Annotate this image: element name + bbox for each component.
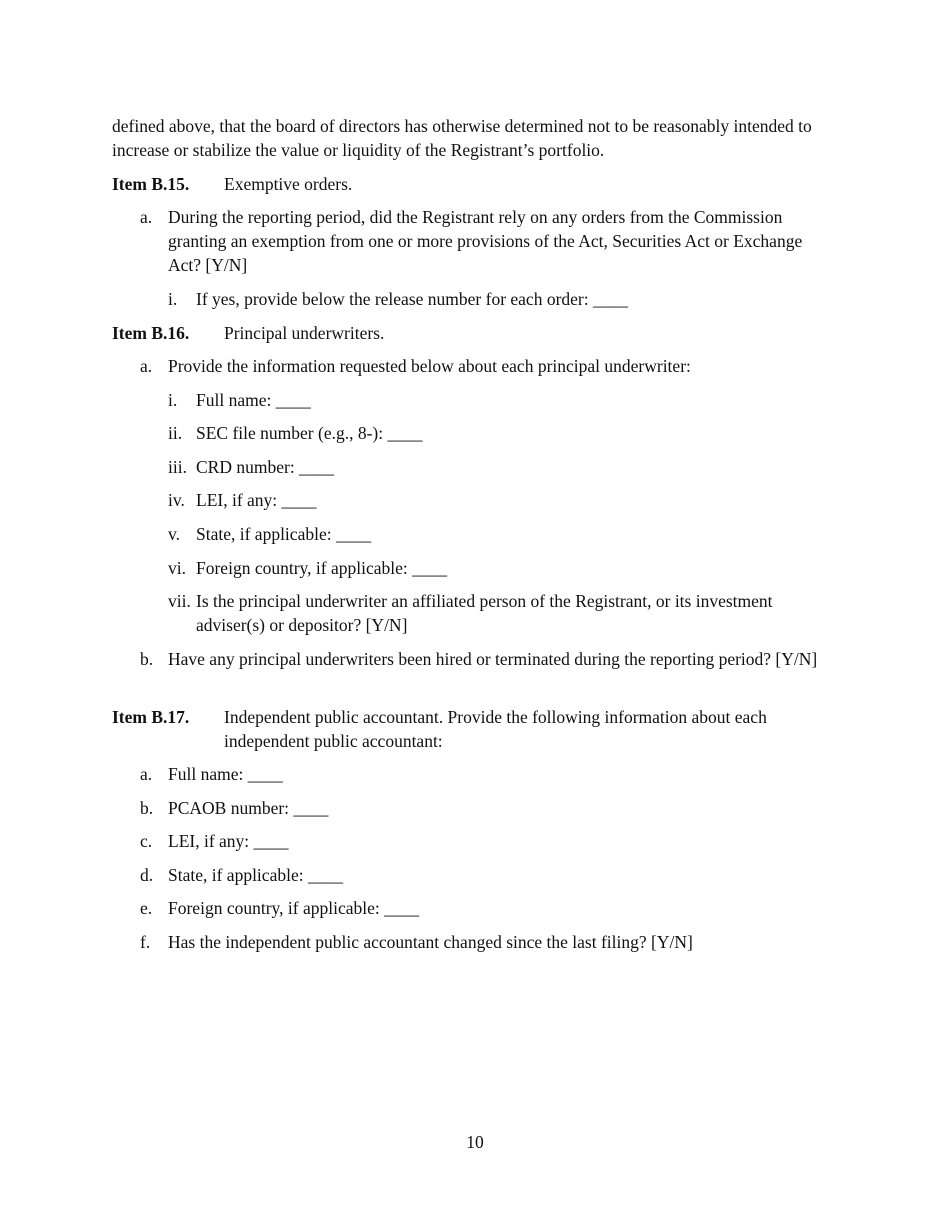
- item-b15-number: Item B.15.: [112, 174, 190, 194]
- item-b17-f: [112, 930, 852, 954]
- item-b16-a-i: [112, 388, 852, 412]
- list-marker: i.: [168, 390, 178, 410]
- list-item-text: During the reporting period, did the Registrant rely on any orders from the Commission granting an exemption from one or more provisions of the Act, Securities Act or Exchange Act? [Y/N]: [168, 207, 803, 275]
- list-item-text: Full name: ____: [196, 390, 311, 410]
- item-b16-a-iv: [112, 488, 852, 512]
- list-item-text: PCAOB number: ____: [168, 798, 329, 818]
- list-item-text: Is the principal underwriter an affiliated person of the Registrant, or its investment adviser(s) or depositor? [Y/N]: [196, 591, 773, 635]
- list-marker: vii.: [168, 591, 191, 611]
- list-marker: i.: [168, 289, 178, 309]
- page-number: 10: [466, 1132, 484, 1152]
- item-b16-a-v: [112, 522, 852, 546]
- list-marker: d.: [140, 865, 154, 885]
- list-marker: vi.: [168, 558, 186, 578]
- item-b15-title: Exemptive orders.: [224, 174, 353, 194]
- list-item-text: Has the independent public accountant changed since the last filing? [Y/N]: [168, 932, 693, 952]
- list-item-text: State, if applicable: ____: [168, 865, 343, 885]
- item-b16-a-vii: [112, 589, 852, 637]
- item-b17-b: [112, 796, 852, 820]
- list-marker: v.: [168, 524, 180, 544]
- list-item-text: LEI, if any: ____: [168, 831, 289, 851]
- item-b17-d: [112, 863, 852, 887]
- item-b17-c: [112, 829, 852, 853]
- list-item-text: SEC file number (e.g., 8-): ____: [196, 423, 423, 443]
- item-b17-a: [112, 762, 852, 786]
- item-b17-heading: [112, 705, 852, 753]
- list-marker: iii.: [168, 457, 187, 477]
- item-b16-a-ii: [112, 421, 852, 445]
- item-b16-a-iii: [112, 455, 852, 479]
- item-b17-e: [112, 896, 852, 920]
- list-marker: c.: [140, 831, 153, 851]
- item-b16-a-vi: [112, 556, 852, 580]
- list-marker: iv.: [168, 490, 185, 510]
- intro-paragraph: defined above, that the board of directors has otherwise determined not to be reasonably intended to increase or stabilize the value or liquidity of the Registrant’s portfolio.: [112, 116, 812, 160]
- list-item-text: Provide the information requested below about each principal underwriter:: [168, 356, 691, 376]
- list-item-text: State, if applicable: ____: [196, 524, 371, 544]
- item-b16-a: [112, 354, 852, 378]
- list-marker: f.: [140, 932, 151, 952]
- list-item-text: Have any principal underwriters been hired or terminated during the reporting period? [Y/N]: [168, 649, 818, 669]
- list-marker: ii.: [168, 423, 183, 443]
- list-item-text: If yes, provide below the release number for each order: ____: [196, 289, 628, 309]
- list-marker: e.: [140, 898, 153, 918]
- list-item-text: CRD number: ____: [196, 457, 335, 477]
- list-item-text: LEI, if any: ____: [196, 490, 317, 510]
- item-b15-heading: [112, 172, 852, 196]
- list-item-text: Full name: ____: [168, 764, 283, 784]
- list-marker: a.: [140, 207, 153, 227]
- list-marker: a.: [140, 764, 153, 784]
- item-b16-title: Principal underwriters.: [224, 323, 385, 343]
- list-item-text: Foreign country, if applicable: ____: [196, 558, 448, 578]
- list-marker: b.: [140, 798, 154, 818]
- item-b15-a-i: [112, 287, 852, 311]
- item-b17-number: Item B.17.: [112, 707, 190, 727]
- item-b16-number: Item B.16.: [112, 323, 190, 343]
- item-b17-title: Independent public accountant. Provide the following information about each independent public accountant:: [224, 707, 767, 751]
- item-b16-heading: [112, 321, 852, 345]
- list-marker: b.: [140, 649, 154, 669]
- list-marker: a.: [140, 356, 153, 376]
- item-b16-b: [112, 647, 852, 671]
- item-b15-a: [112, 205, 852, 277]
- list-item-text: Foreign country, if applicable: ____: [168, 898, 420, 918]
